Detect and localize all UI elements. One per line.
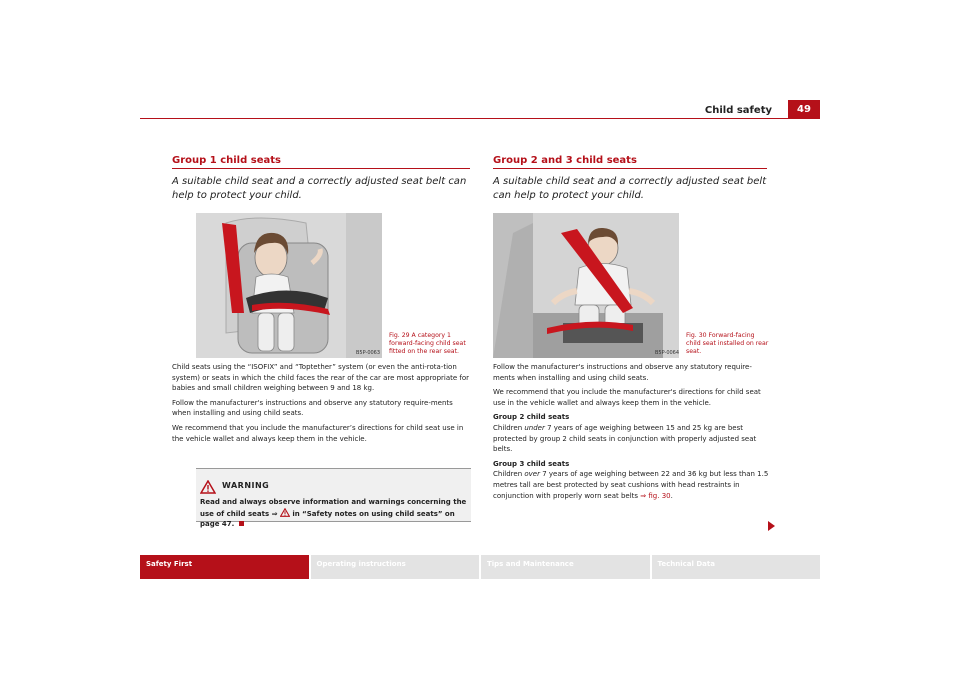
left-paragraph-2: Follow the manufacturer's instructions and observe any statutory require-ments when installing and using child seats.: [172, 398, 453, 418]
group3-heading: Group 3 child seats: [493, 459, 570, 468]
running-header-title: Child safety: [704, 105, 772, 116]
left-paragraph-1: Child seats using the “ISOFIX” and “Toptether” system (or even the anti-rota-tion system) or seats in which the child faces the rear of the car are most appropriate for babies and small children weighing between 9 and 18 kg.: [172, 363, 470, 393]
fig-30-reference-link[interactable]: ⇒ fig. 30: [640, 491, 671, 500]
figure-29-image: [196, 213, 382, 358]
figure-30-image: [493, 213, 679, 358]
section-title-group1: Group 1 child seats: [172, 155, 281, 166]
left-body-text: [172, 362, 472, 448]
header-rule: [140, 118, 820, 119]
footer-tab-safety-first[interactable]: Safety First: [140, 555, 309, 579]
warning-text-after: in “Safety notes on using child seats” on page 47.: [200, 509, 455, 528]
footer-tab-operating-instructions[interactable]: Operating instructions: [311, 555, 480, 579]
section-subtitle-group23: A suitable child seat and a correctly adjusted seat belt can help to protect your child.: [493, 176, 767, 201]
warning-text-before: Read and always observe information and warnings concerning the use of child seats ⇒: [200, 498, 467, 518]
right-body-text: [493, 362, 771, 505]
section-rule-right: [493, 168, 767, 169]
group3-paragraph: Children over 7 years of age weighing between 22 and 36 kg but less than 1.5 metres tall are best protected by seat cushions with head restraints in conjunction with properly worn seat belts ⇒ fig. 30.: [493, 470, 769, 500]
figure-29-caption: Fig. 29 A category 1 forward-facing child seat fitted on the rear seat.: [389, 332, 466, 355]
warning-box: [196, 468, 471, 528]
page-number: 49: [788, 100, 820, 119]
warning-triangle-icon: [200, 479, 216, 498]
figure-30-caption: Fig. 30 Forward-facing child seat installed on rear seat.: [686, 332, 769, 355]
section-subtitle-group1: A suitable child seat and a correctly adjusted seat belt can help to protect your child.: [172, 176, 467, 201]
left-paragraph-3: We recommend that you include the manufacturer’s directions for child seat use in the vehicle wallet and always keep them in the vehicle.: [172, 423, 464, 443]
figure-30-code: B5P-0064: [655, 350, 679, 356]
section-title-group23: Group 2 and 3 child seats: [493, 155, 637, 166]
child-seat-group1-illustration: [196, 213, 382, 358]
section-rule-left: [172, 168, 470, 169]
warning-ref-triangle-icon[interactable]: [280, 510, 290, 518]
group2-heading: Group 2 child seats: [493, 413, 570, 422]
footer-tab-technical-data[interactable]: Technical Data: [652, 555, 821, 579]
warning-text: [200, 497, 468, 530]
warning-heading: WARNING: [222, 481, 270, 490]
next-page-arrow-icon[interactable]: [768, 521, 775, 531]
right-paragraph-1: Follow the manufacturer's instructions and observe any statutory require-ments when installing and using child seats.: [493, 363, 752, 382]
footer-tab-tips-and-maintenance[interactable]: Tips and Maintenance: [481, 555, 650, 579]
end-square-icon: [239, 521, 244, 526]
right-paragraph-2: We recommend that you include the manufacturer's directions for child seat use in the vehicle wallet and always keep them in the vehicle.: [493, 388, 761, 407]
figure-29-code: B5P-0063: [356, 350, 381, 356]
footer-tab-bar: [140, 555, 820, 579]
group2-paragraph: Children under 7 years of age weighing between 15 and 25 kg are best protected by group 2 child seats in conjunction with properly adjusted seat belts.: [493, 423, 757, 454]
child-seat-group23-illustration: [493, 213, 679, 358]
